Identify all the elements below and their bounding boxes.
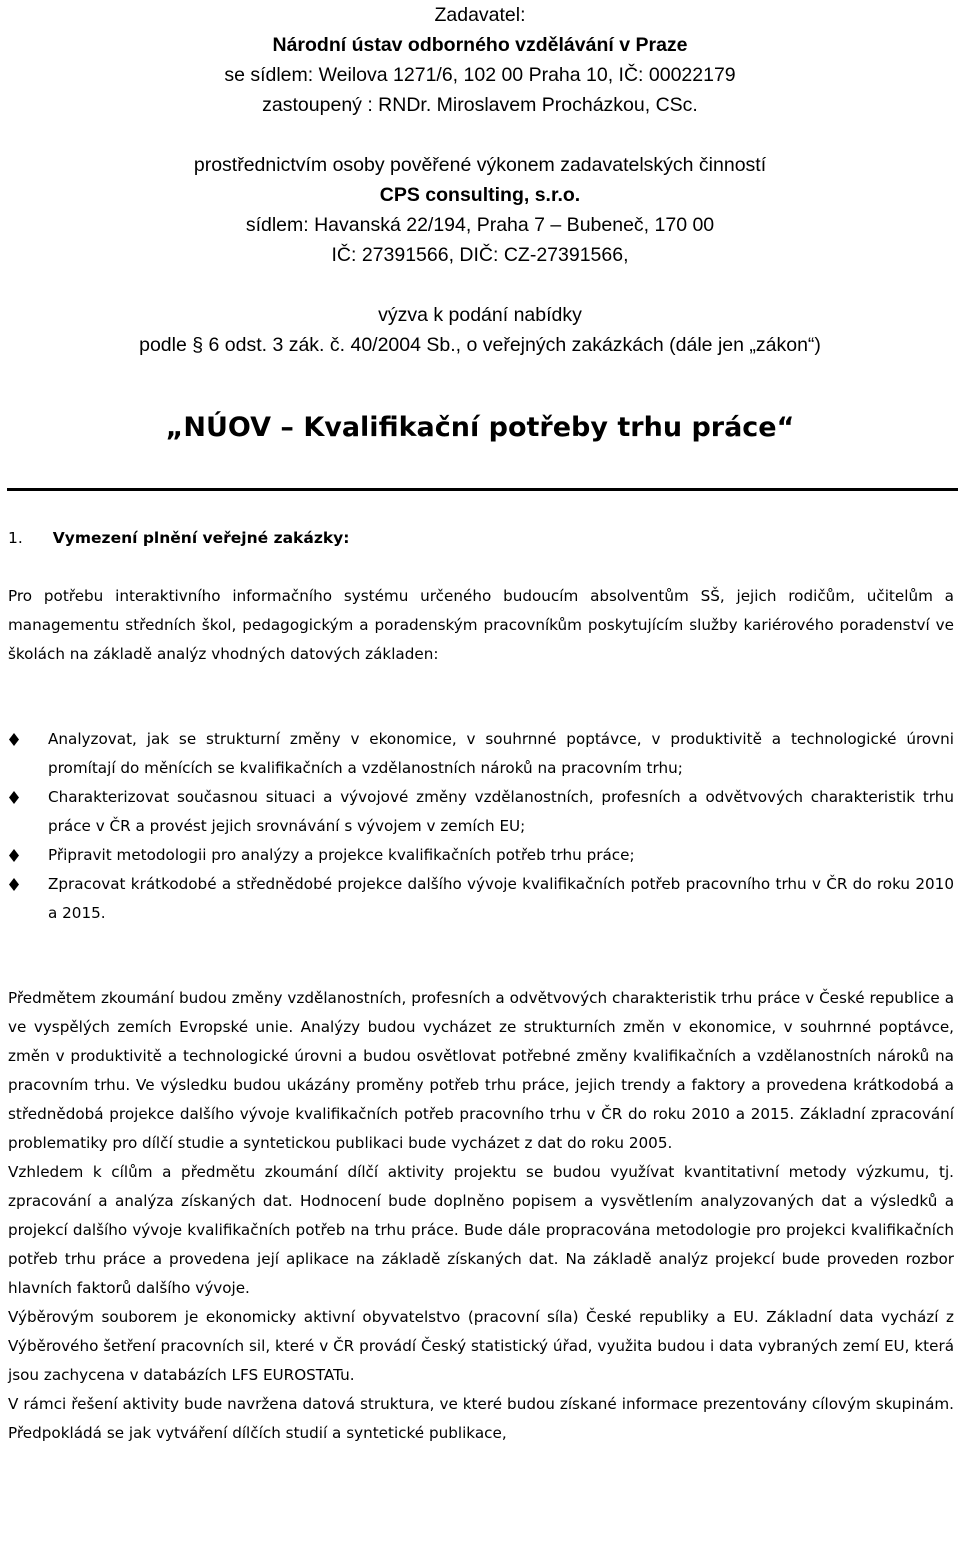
list-item (8, 783, 954, 841)
section-title: Vymezení plnění veřejné zakázky: (52, 529, 350, 547)
section-intro-paragraph: Pro potřebu interaktivního informačního systému určeného budoucím absolventům SŠ, jejich rodičům, učitelům a managementu středních škol, pedagogickým a poradenským pracovníkům poskytujícím služby kariérového poradenství ve školách na základě analýz vhodných datových základen: (8, 587, 954, 663)
agent-company-name: CPS consulting, s.r.o. (379, 184, 581, 206)
authority-address: se sídlem: Weilova 1271/6, 102 00 Praha 10, IČ: 00022179 (224, 64, 736, 86)
horizontal-divider (7, 488, 958, 491)
body-paragraph: Výběrovým souborem je ekonomicky aktivní obyvatelstvo (pracovní síla) České republiky a EU. Základní data vychází z Výběrového šetření pracovních sil, které v ČR provádí Český statistický úřad, využita budou i data vybraných zemí EU, která jsou zachycena v databázích LFS EUROSTATu. (8, 1308, 954, 1384)
diamond-bullet-icon (8, 791, 20, 804)
invitation-title: výzva k podání nabídky (378, 304, 582, 326)
list-item-text: Analyzovat, jak se strukturní změny v ekonomice, v souhrnné poptávce, v produktivitě a technologické úrovni promítají do měnících se kvalifikačních a vzdělanostních nároků na pracovním trhu; (48, 730, 954, 777)
list-item (8, 841, 954, 870)
bullet-list (8, 725, 954, 928)
section-body (8, 984, 954, 1448)
section-number: 1. (8, 529, 23, 547)
header-label: Zadavatel: (434, 4, 526, 26)
contract-subject-title: „NÚOV – Kvalifikační potřeby trhu práce“ (165, 412, 795, 443)
body-paragraph: Předmětem zkoumání budou změny vzdělanostních, profesních a odvětvových charakteristik trhu práce v České republice a ve vyspělých zemích Evropské unie. Analýzy budou vycházet ze strukturních změn v ekonomice, v souhrnné poptávce, změn v produktivitě a technologické úrovni a budou osvětlovat potřebné změny kvalifikačních a vzdělanostních nároků na pracovním trhu. Ve výsledku budou ukázány proměny potřeb trhu práce, jejich trendy a faktory a provedena krátkodobá a střednědobá projekce dalšího vývoje kvalifikačních potřeb pracovního trhu v ČR do roku 2010 a 2015. Základní zpracování problematiky pro dílčí studie a syntetickou publikaci bude vycházet z dat do roku 2005. (8, 989, 954, 1152)
diamond-bullet-icon (8, 733, 20, 746)
delegation-note: prostřednictvím osoby pověřené výkonem zadavatelských činností (193, 154, 767, 176)
diamond-bullet-icon (8, 849, 20, 862)
list-item-text: Charakterizovat současnou situaci a vývojové změny vzdělanostních, profesních a odvětvových charakteristik trhu práce v ČR a provést jejich srovnávání s vývojem v zemích EU; (48, 788, 954, 835)
section-heading (8, 524, 954, 553)
agent-ids: IČ: 27391566, DIČ: CZ-27391566, (331, 244, 629, 266)
list-item (8, 870, 954, 928)
authority-representative: zastoupený : RNDr. Miroslavem Procházkou, CSc. (262, 94, 698, 116)
body-paragraph: V rámci řešení aktivity bude navržena datová struktura, ve které budou získané informace prezentovány cílovým skupinám. Předpokládá se jak vytváření dílčích studií a syntetické publikace, (8, 1395, 954, 1442)
list-item (8, 725, 954, 783)
body-paragraph: Vzhledem k cílům a předmětu zkoumání dílčí aktivity projektu se budou využívat kvantitativní metody výzkumu, tj. zpracování a analýza získaných dat. Hodnocení bude doplněno popisem a vysvětlením analyzovaných dat a výsledků a projekcí dalšího vývoje kvalifikačních potřeb na trhu práce. Bude dále propracována metodologie pro projekci kvalifikačních potřeb trhu práce a provedena její aplikace na základě získaných dat. Na základě analýz projekcí bude proveden rozbor hlavních faktorů dalšího vývoje. (8, 1163, 954, 1297)
contracting-authority-name: Národní ústav odborného vzdělávání v Praze (272, 34, 688, 56)
diamond-bullet-icon (8, 878, 20, 891)
legal-basis: podle § 6 odst. 3 zák. č. 40/2004 Sb., o veřejných zakázkách (dále jen „zákon“) (139, 334, 821, 356)
agent-address: sídlem: Havanská 22/194, Praha 7 – Bubeneč, 170 00 (245, 214, 715, 236)
list-item-text: Připravit metodologii pro analýzy a projekce kvalifikačních potřeb trhu práce; (48, 846, 635, 864)
list-item-text: Zpracovat krátkodobé a střednědobé projekce dalšího vývoje kvalifikačních potřeb pracovního trhu v ČR do roku 2010 a 2015. (48, 875, 954, 922)
